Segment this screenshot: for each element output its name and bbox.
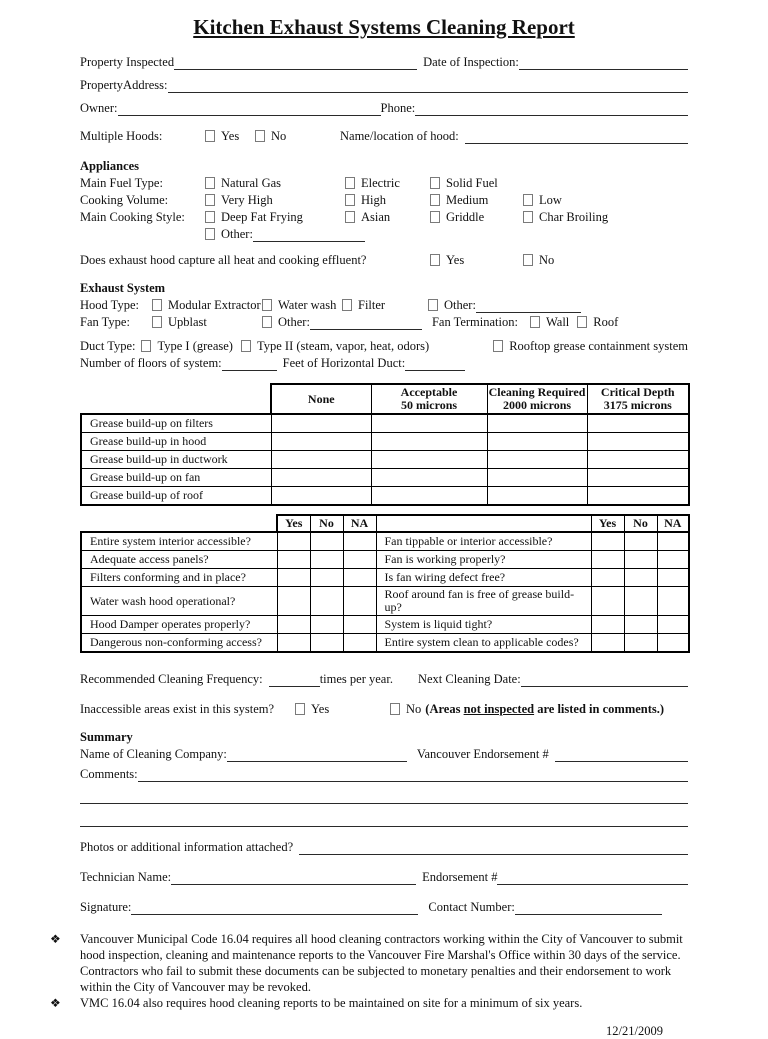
fan-termination-roof-checkbox[interactable] [577,314,618,330]
option-label: Very High [221,193,273,207]
option-label: Other: [278,315,310,329]
option-label: Natural Gas [221,176,282,190]
checklist-cell[interactable] [277,587,310,616]
inaccessible-no-checkbox[interactable] [390,701,421,717]
table-row [81,433,689,451]
row-label: Filters conforming and in place? [81,569,277,587]
option-label: Yes [311,702,330,716]
cleaning-frequency-field[interactable] [269,673,320,687]
photos-label: Photos or additional information attached? [80,840,294,854]
row-label: Grease build-up in ductwork [81,451,271,469]
property-inspected-field[interactable] [174,56,417,70]
grease-cell[interactable] [271,469,371,487]
technician-row [80,869,688,885]
checklist-cell[interactable] [343,616,376,634]
grease-header-row [81,384,689,414]
photos-field[interactable] [299,841,688,855]
inaccessible-areas-row [80,701,688,717]
checklist-cell[interactable] [277,551,310,569]
option-label: Water wash [278,298,337,312]
row-label: Roof around fan is free of grease build-up? [376,587,591,616]
checklist-cell[interactable] [657,634,689,653]
table-row [81,487,689,506]
checkbox-icon[interactable] [390,703,400,715]
grease-cell[interactable] [587,414,689,433]
endorsement-field[interactable] [497,871,688,885]
option-label: Other: [444,298,476,312]
horizontal-duct-field[interactable] [405,357,465,371]
owner-field[interactable] [118,102,381,116]
checklist-header-yes-left: Yes [277,515,310,532]
date-of-inspection-field[interactable] [519,56,688,70]
checkbox-icon[interactable] [262,299,272,311]
comments-field[interactable] [80,790,688,804]
grease-cell[interactable] [587,451,689,469]
checklist-cell[interactable] [310,569,343,587]
cleaning-company-label: Name of Cleaning Company: [80,747,227,761]
effluent-no-checkbox[interactable] [523,252,554,268]
grease-cell[interactable] [487,487,587,506]
appliance-other-field[interactable] [253,228,365,242]
next-cleaning-date-label: Next Cleaning Date: [417,672,521,686]
vancouver-endorsement-label: Vancouver Endorsement # [416,747,549,761]
checklist-corner-cell [81,515,277,532]
checkbox-icon[interactable] [295,703,305,715]
option-label: Low [539,193,562,207]
phone-label: Phone: [380,101,416,115]
grease-header-cleaning-required: Cleaning Required 2000 microns [488,385,586,412]
checklist-cell[interactable] [591,569,624,587]
row-label: Water wash hood operational? [81,587,277,616]
rooftop-containment-checkbox[interactable] [493,338,688,354]
checkbox-icon[interactable] [523,211,533,223]
checkbox-icon[interactable] [205,130,215,142]
option-label: Filter [358,298,386,312]
option-label: Medium [446,193,489,207]
effluent-question-row [80,252,688,268]
checklist-cell[interactable] [657,551,689,569]
checkbox-icon[interactable] [345,211,355,223]
checklist-cell[interactable] [277,634,310,653]
owner-label: Owner: [80,101,118,115]
comments-row [80,766,688,782]
summary-heading: Summary [80,730,133,744]
checklist-cell[interactable] [624,587,657,616]
checklist-cell[interactable] [591,616,624,634]
fan-termination-label: Fan Termination: [431,315,518,329]
checklist-cell[interactable] [657,532,689,551]
checklist-header-middle-empty [376,515,591,532]
checkbox-icon[interactable] [530,316,540,328]
hood-filter-checkbox[interactable] [342,297,420,313]
fan-type-label: Fan Type: [80,315,130,329]
style-char-broiling-checkbox[interactable] [523,209,608,225]
checklist-cell[interactable] [624,634,657,653]
checklist-cell[interactable] [343,634,376,653]
technician-name-label: Technician Name: [80,870,172,884]
fan-upblast-checkbox[interactable] [152,314,262,330]
endorsement-label: Endorsement # [422,870,498,884]
checkbox-icon[interactable] [523,194,533,206]
owner-row [80,100,688,116]
comments-field[interactable] [138,768,688,782]
cooking-volume-label: Cooking Volume: [80,193,169,207]
floors-field[interactable] [222,357,277,371]
note-text: VMC 16.04 also requires hood cleaning reports to be maintained on site for a minimum of six years. [80,996,583,1010]
checkbox-icon[interactable] [430,254,440,266]
checkbox-icon[interactable] [205,177,215,189]
row-label: Grease build-up in hood [81,433,271,451]
property-inspected-label: Property Inspected [80,55,175,69]
checklist-header-no-left: No [310,515,343,532]
appliance-other-row [80,226,688,242]
table-row [81,551,689,569]
checklist-header-row [81,515,689,532]
row-label: Grease build-up on filters [81,414,271,433]
grease-cell[interactable] [587,487,689,506]
contact-number-field[interactable] [515,901,662,915]
checklist-header-no-right: No [624,515,657,532]
property-inspected-row [80,54,688,70]
hood-other-checkbox[interactable] [428,297,476,313]
option-label: Griddle [446,210,485,224]
cleaning-frequency-label: Recommended Cleaning Frequency: [80,672,263,686]
checkbox-icon[interactable] [152,299,162,311]
grease-cell[interactable] [587,433,689,451]
volume-medium-checkbox[interactable] [430,192,523,208]
phone-field[interactable] [415,102,688,116]
row-label: Fan tippable or interior accessible? [376,532,591,551]
option-label: Type I (grease) [157,339,233,353]
effluent-question-label: Does exhaust hood capture all heat and cooking effluent? [80,253,367,267]
table-row [81,569,689,587]
duct-type-1-checkbox[interactable] [141,338,232,354]
hood-name-location-label: Name/location of hood: [340,129,459,143]
multiple-hoods-label: Multiple Hoods: [80,129,163,143]
checklist-cell[interactable] [657,587,689,616]
checklist-cell[interactable] [277,569,310,587]
grease-corner-cell [81,384,271,414]
cooking-volume-row [80,192,688,208]
row-label: Grease build-up on fan [81,469,271,487]
option-label: Upblast [168,315,207,329]
fan-termination-wall-checkbox[interactable] [530,314,569,330]
row-label: Fan is working properly? [376,551,591,569]
signature-label: Signature: [80,900,132,914]
checkbox-icon[interactable] [255,130,265,142]
grease-header-acceptable: Acceptable 50 microns [371,384,487,414]
comments-label: Comments: [80,767,138,781]
inaccessible-question-label: Inaccessible areas exist in this system? [80,702,275,716]
grease-cell[interactable] [487,414,587,433]
option-label: Solid Fuel [446,176,498,190]
multiple-hoods-no-checkbox[interactable] [255,128,340,144]
grease-cell[interactable] [371,487,487,506]
row-label: Is fan wiring defect free? [376,569,591,587]
grease-cell[interactable] [487,433,587,451]
hood-other-field[interactable] [476,299,581,313]
checklist-cell[interactable] [310,532,343,551]
effluent-yes-checkbox[interactable] [430,252,523,268]
table-row [81,587,689,616]
next-cleaning-date-field[interactable] [521,673,688,687]
option-label: No [271,129,287,143]
checklist-cell[interactable] [591,587,624,616]
checkbox-icon[interactable] [523,254,533,266]
diamond-bullet-icon: ❖ [50,932,61,946]
checkbox-icon[interactable] [345,177,355,189]
checklist-cell[interactable] [591,634,624,653]
note-text: Vancouver Municipal Code 16.04 requires all hood cleaning contractors working within the City of Vancouver to submit hood inspection, cleaning and maintenance reports to the Vancouver Fire Marshal's Office within 30 days of the service. Contractors who fail to submit these documents can be subjected to monetary penalties and their endorsement to work within the City of Vancouver may be revoked. [80,932,683,994]
grease-cell[interactable] [271,487,371,506]
cleaning-frequency-row [80,671,688,687]
checklist-cell[interactable] [310,634,343,653]
fan-other-checkbox[interactable] [262,314,310,330]
checklist-cell[interactable] [310,551,343,569]
grease-cell[interactable] [487,469,587,487]
checklist-cell[interactable] [591,532,624,551]
checklist-cell[interactable] [624,551,657,569]
cooking-style-label: Main Cooking Style: [80,210,185,224]
option-label: Asian [361,210,391,224]
appliance-other-checkbox[interactable] [205,226,253,242]
checklist-cell[interactable] [310,587,343,616]
option-label: Modular Extractor [168,298,261,312]
cooking-style-row [80,209,688,225]
row-label: System is liquid tight? [376,616,591,634]
signature-field[interactable] [131,901,418,915]
horizontal-duct-label: Feet of Horizontal Duct: [282,356,406,370]
checkbox-icon[interactable] [205,194,215,206]
checkbox-icon[interactable] [141,340,151,352]
checklist-cell[interactable] [310,616,343,634]
checkbox-icon[interactable] [345,194,355,206]
comments-line-2 [80,790,688,804]
date-of-inspection-label: Date of Inspection: [423,55,519,69]
floors-row [80,355,688,371]
style-griddle-checkbox[interactable] [430,209,523,225]
table-row [81,469,689,487]
table-row [81,616,689,634]
checklist-cell[interactable] [277,532,310,551]
duct-type-2-checkbox[interactable] [241,338,429,354]
volume-very-high-checkbox[interactable] [205,192,345,208]
row-label: Entire system interior accessible? [81,532,277,551]
inaccessible-yes-checkbox[interactable] [295,701,390,717]
diamond-bullet-icon: ❖ [50,996,61,1010]
photos-row [80,839,688,855]
property-address-label: PropertyAddress: [80,78,168,92]
exhaust-system-heading: Exhaust System [80,281,166,295]
option-label: No [539,253,555,267]
option-label: Electric [361,176,400,190]
checklist-cell[interactable] [657,569,689,587]
row-label: Entire system clean to applicable codes? [376,634,591,653]
revision-date: 12/21/2009 [606,1024,663,1038]
checklist-cell[interactable] [624,569,657,587]
multiple-hoods-yes-checkbox[interactable] [205,128,255,144]
grease-cell[interactable] [371,414,487,433]
inaccessible-note: (Areas not inspected are listed in comments.) [425,702,665,716]
vancouver-endorsement-field[interactable] [555,748,688,762]
grease-cell[interactable] [587,469,689,487]
hood-type-row [80,297,688,313]
checklist-header-na-right: NA [657,515,689,532]
checkbox-icon[interactable] [493,340,503,352]
option-label: Type II (steam, vapor, heat, odors) [256,339,430,353]
note-vmc-retention [50,995,688,1011]
duct-type-label: Duct Type: [80,339,136,353]
grease-header-critical-depth: Critical Depth 3175 microns [587,384,689,414]
style-asian-checkbox[interactable] [345,209,430,225]
option-label: Roof [593,315,619,329]
checkbox-icon[interactable] [428,299,438,311]
checkbox-icon[interactable] [430,211,440,223]
fuel-type-label: Main Fuel Type: [80,176,163,190]
checkbox-icon[interactable] [205,228,215,240]
table-row [81,532,689,551]
fan-type-row [80,314,688,330]
hood-name-location-field[interactable] [465,130,688,144]
row-label: Hood Damper operates properly? [81,616,277,634]
contact-number-label: Contact Number: [428,900,515,914]
table-row [81,414,689,433]
checklist-cell[interactable] [343,569,376,587]
page-title: Kitchen Exhaust Systems Cleaning Report [193,15,575,39]
option-label: Wall [545,315,570,329]
style-deep-fat-frying-checkbox[interactable] [205,209,345,225]
appliances-heading: Appliances [80,159,140,173]
grease-cell[interactable] [371,433,487,451]
grease-cell[interactable] [487,451,587,469]
checklist-header-yes-right: Yes [591,515,624,532]
checklist-cell[interactable] [277,616,310,634]
checkbox-icon[interactable] [241,340,251,352]
option-label: Other: [221,227,253,241]
property-address-field[interactable] [168,79,689,93]
option-label: Yes [221,129,240,143]
checkbox-icon[interactable] [262,316,272,328]
technician-name-field[interactable] [171,871,416,885]
fuel-type-row [80,175,688,191]
checkbox-icon[interactable] [430,194,440,206]
option-label: Deep Fat Frying [221,210,303,224]
duct-type-row [80,338,688,354]
checklist-cell[interactable] [343,551,376,569]
table-row [81,451,689,469]
checklist-header-na-left: NA [343,515,376,532]
row-label: Grease build-up of roof [81,487,271,506]
fuel-electric-checkbox[interactable] [345,175,430,191]
fan-other-field[interactable] [310,316,422,330]
checklist-cell[interactable] [624,532,657,551]
table-row [81,634,689,653]
multiple-hoods-row [80,128,688,144]
comments-line-3 [80,813,688,827]
checklist-cell[interactable] [591,551,624,569]
option-label: Yes [446,253,465,267]
checkbox-icon[interactable] [152,316,162,328]
property-address-row [80,77,688,93]
note-vmc-submission [50,931,688,995]
checklist-cell[interactable] [624,616,657,634]
comments-field[interactable] [80,813,688,827]
signature-row [80,899,688,915]
checklist-cell[interactable] [657,616,689,634]
hood-modular-extractor-checkbox[interactable] [152,297,262,313]
hood-type-label: Hood Type: [80,298,139,312]
fuel-solid-fuel-checkbox[interactable] [430,175,523,191]
grease-buildup-table [80,383,690,506]
checkbox-icon[interactable] [205,211,215,223]
row-label: Dangerous non-conforming access? [81,634,277,653]
volume-low-checkbox[interactable] [523,192,562,208]
checkbox-icon[interactable] [430,177,440,189]
checkbox-icon[interactable] [342,299,352,311]
option-label: No [406,702,422,716]
grease-cell[interactable] [271,451,371,469]
times-per-year-label: times per year. [319,672,393,686]
checklist-cell[interactable] [343,532,376,551]
grease-cell[interactable] [371,469,487,487]
grease-cell[interactable] [371,451,487,469]
option-label: Rooftop grease containment system [509,339,688,353]
row-label: Adequate access panels? [81,551,277,569]
floors-label: Number of floors of system: [80,356,222,370]
grease-cell[interactable] [271,414,371,433]
cleaning-company-row [80,746,688,762]
option-label: High [361,193,386,207]
volume-high-checkbox[interactable] [345,192,430,208]
checklist-table [80,514,690,653]
grease-cell[interactable] [271,433,371,451]
checklist-cell[interactable] [343,587,376,616]
option-label: Char Broiling [539,210,609,224]
grease-header-none: None [271,384,371,414]
cleaning-company-field[interactable] [227,748,407,762]
checkbox-icon[interactable] [577,316,587,328]
hood-water-wash-checkbox[interactable] [262,297,342,313]
fuel-natural-gas-checkbox[interactable] [205,175,345,191]
